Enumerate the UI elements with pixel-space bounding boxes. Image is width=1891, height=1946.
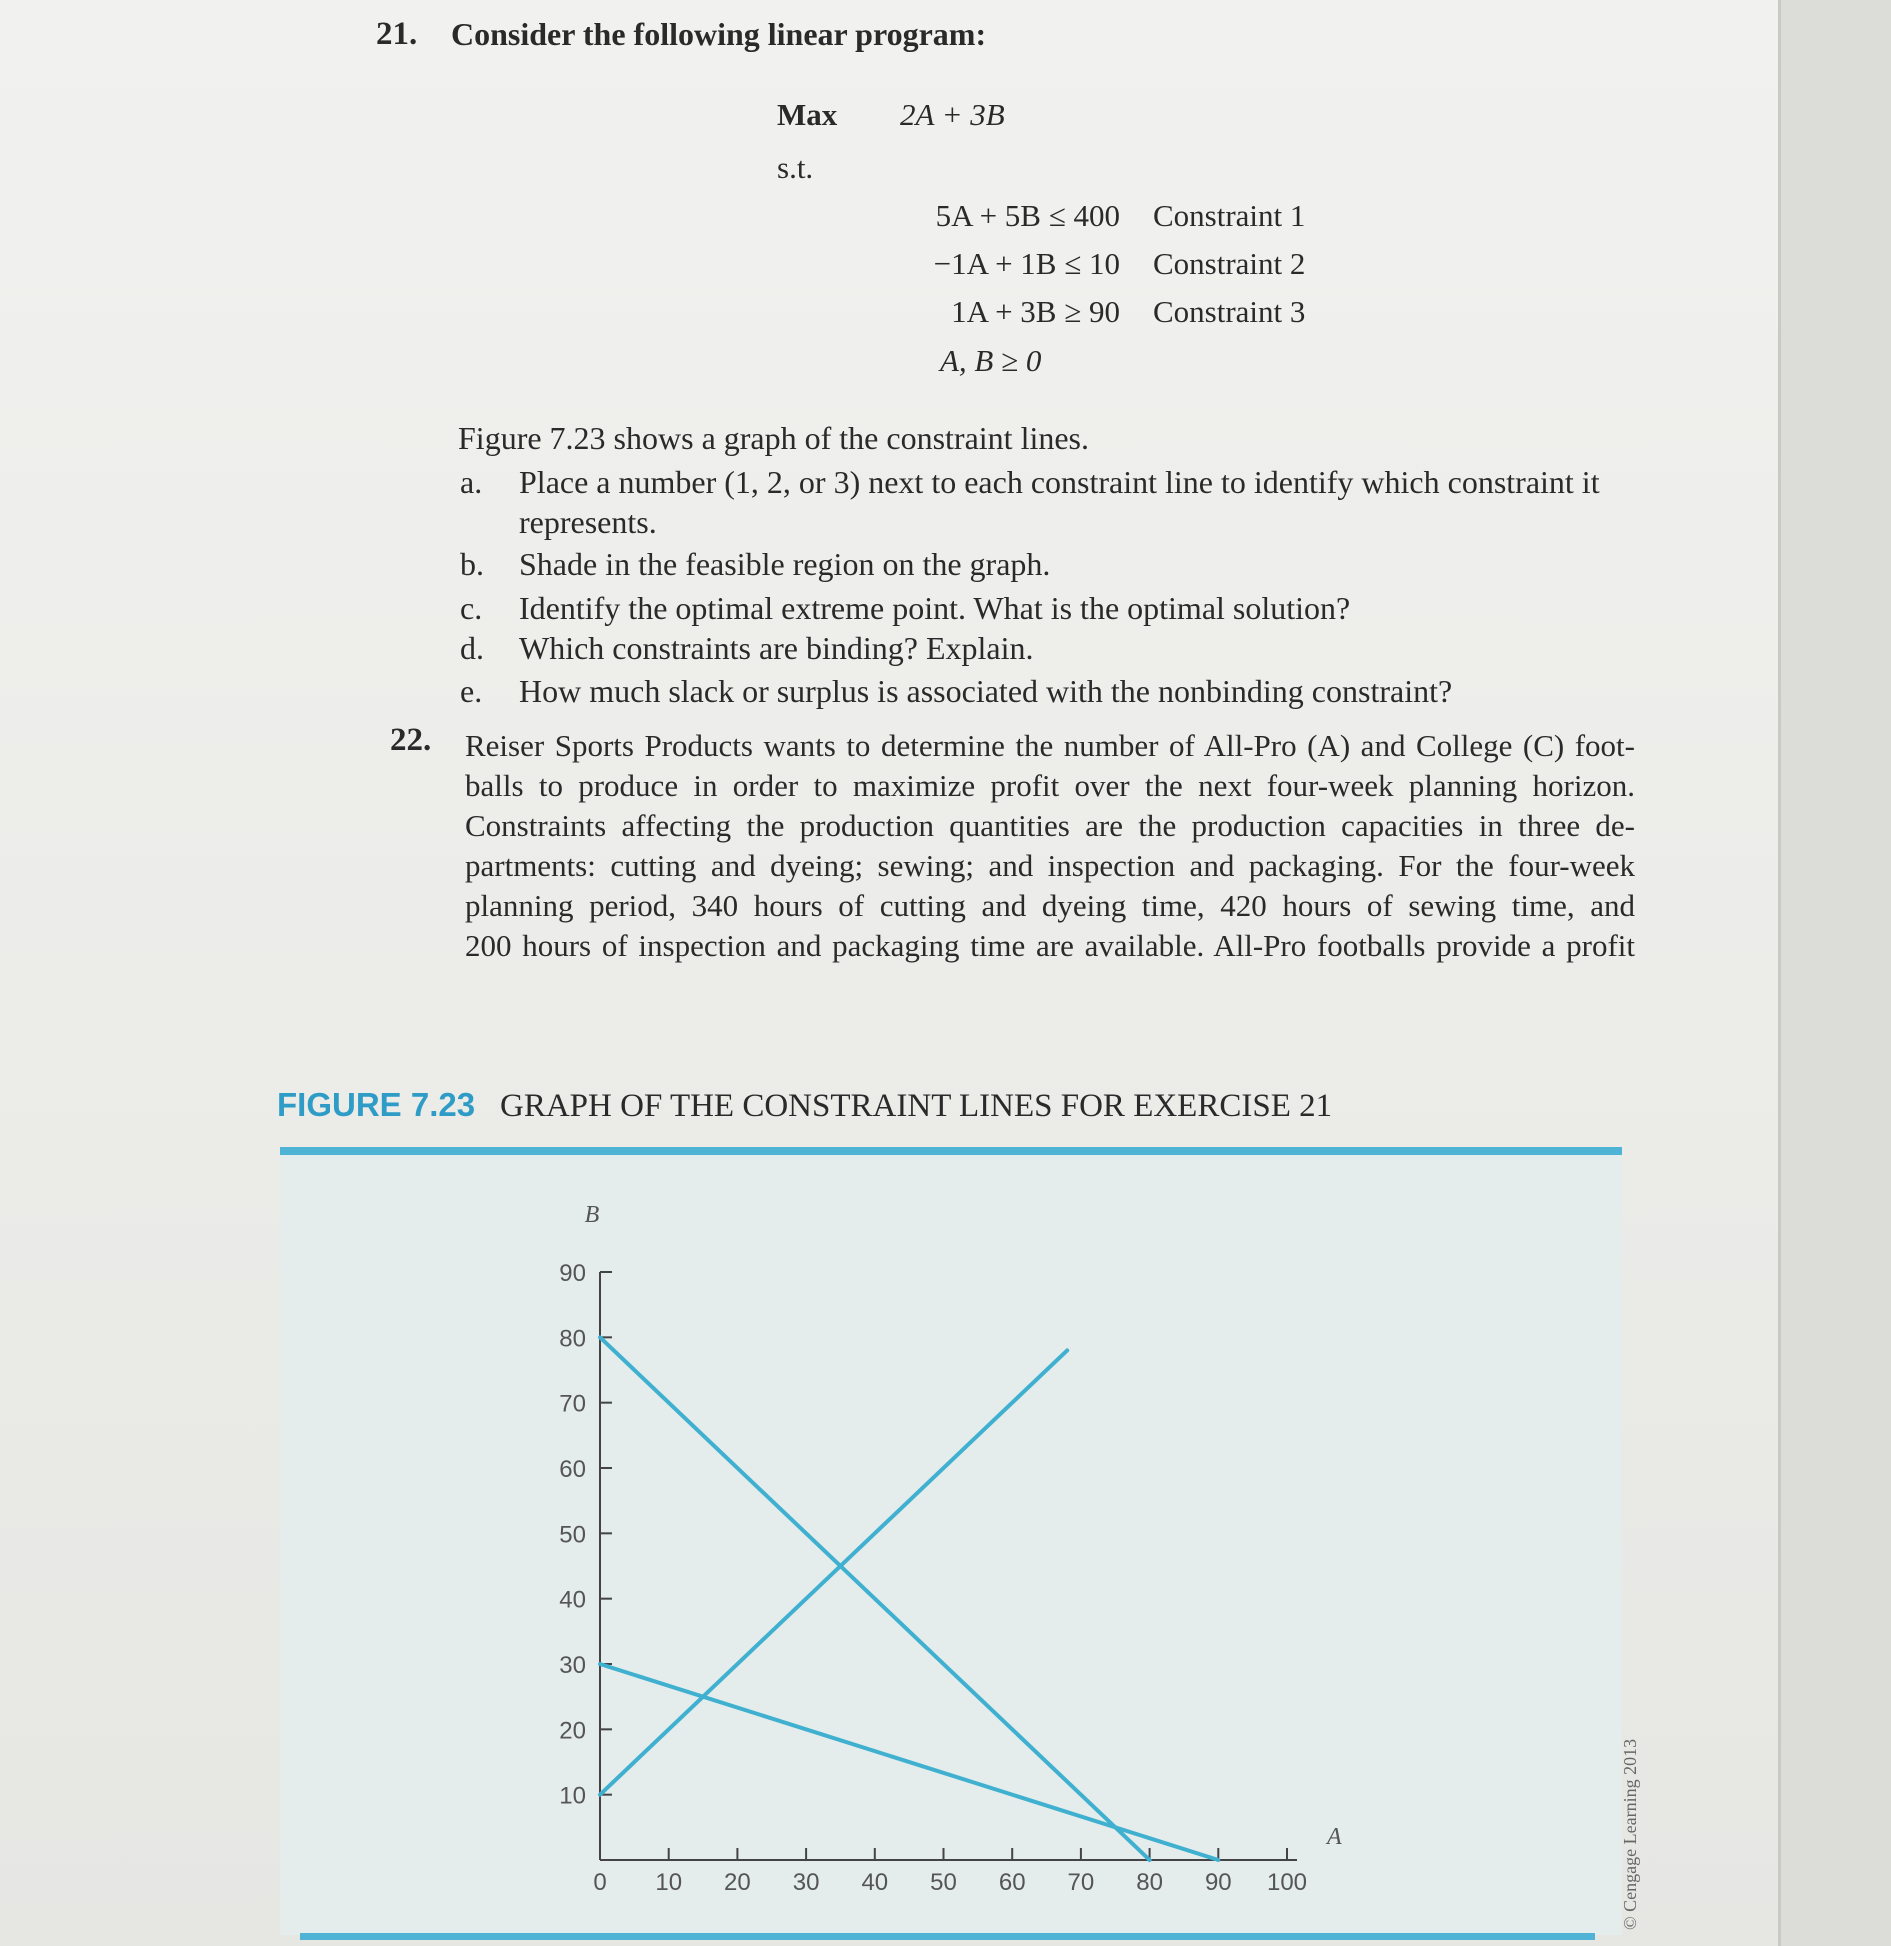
constraint-line-1 xyxy=(600,1337,1150,1860)
part-c-letter: c. xyxy=(460,590,483,626)
chart-labels xyxy=(559,1202,1342,1896)
y-tick-label: 40 xyxy=(559,1586,586,1614)
x-tick-label: 100 xyxy=(1266,1869,1308,1896)
x-tick-label: 80 xyxy=(1136,1869,1163,1896)
x-tick-label: 30 xyxy=(792,1869,820,1896)
objective-expression: 2A + 3B xyxy=(900,97,1005,132)
constraint-3-expression: 1A + 3B ≥ 90 xyxy=(951,294,1120,329)
x-tick-label: 20 xyxy=(724,1869,751,1896)
constraint-line-3 xyxy=(600,1664,1218,1860)
part-e-letter: e. xyxy=(460,673,483,709)
y-tick-label: 60 xyxy=(559,1456,586,1483)
exercise-22-line: balls to produce in order to maximize profit over the next four-week planning horizon. xyxy=(465,768,1635,803)
y-tick-label: 70 xyxy=(559,1390,586,1418)
part-e-text: How much slack or surplus is associated with the nonbinding constraint? xyxy=(519,673,1453,709)
x-tick-label: 40 xyxy=(861,1869,889,1896)
chart-axes xyxy=(600,1272,1297,1860)
part-b-text: Shade in the feasible region on the graph. xyxy=(519,546,1051,582)
part-d-letter: d. xyxy=(460,630,484,666)
constraint-2-expression: −1A + 1B ≤ 10 xyxy=(933,246,1120,281)
constraint-1-expression: 5A + 5B ≤ 400 xyxy=(935,198,1120,233)
part-a-line-2: represents. xyxy=(519,504,657,540)
nonnegativity-constraint: A, B ≥ 0 xyxy=(940,343,1042,378)
figure-reference: Figure 7.23 shows a graph of the constraint lines. xyxy=(458,420,1089,456)
exercise-22-line: partments: cutting and dyeing; sewing; and inspection and packaging. For the four-week xyxy=(465,848,1635,883)
x-tick-label: 0 xyxy=(593,1869,607,1896)
exercise-21-number: 21. xyxy=(376,16,418,52)
y-tick-label: 20 xyxy=(559,1717,586,1745)
copyright-credit: © Cengage Learning 2013 xyxy=(1620,1738,1640,1930)
exercise-22-line: Reiser Sports Products wants to determine the number of All-Pro (A) and College (C) foot- xyxy=(465,728,1635,763)
constraint-3-label: Constraint 3 xyxy=(1153,294,1306,329)
x-tick-label: 10 xyxy=(655,1869,683,1896)
part-a-line-1: Place a number (1, 2, or 3) next to each constraint line to identify which constraint it xyxy=(519,464,1600,500)
part-b-letter: b. xyxy=(460,546,484,582)
part-d-text: Which constraints are binding? Explain. xyxy=(519,630,1034,666)
x-tick-label: 60 xyxy=(998,1869,1026,1896)
exercise-22-line: planning period, 340 hours of cutting and dyeing time, 420 hours of sewing time, and xyxy=(465,888,1635,923)
exercise-22-line: 200 hours of inspection and packaging time are available. All-Pro footballs provide a profit xyxy=(465,928,1635,963)
chart-series xyxy=(600,1337,1218,1860)
figure-number: FIGURE 7.23 xyxy=(277,1086,476,1123)
figure-title: GRAPH OF THE CONSTRAINT LINES FOR EXERCISE 21 xyxy=(500,1088,1333,1124)
y-tick-label: 80 xyxy=(559,1325,586,1353)
part-a-letter: a. xyxy=(460,464,483,500)
constraint-line-2 xyxy=(600,1350,1067,1794)
x-tick-label: 70 xyxy=(1067,1869,1095,1896)
y-tick-label: 10 xyxy=(559,1782,586,1810)
y-tick-label: 90 xyxy=(559,1260,586,1287)
y-axis-label: B xyxy=(584,1202,600,1228)
x-tick-label: 90 xyxy=(1204,1869,1232,1896)
y-tick-label: 30 xyxy=(559,1652,586,1679)
y-tick-label: 50 xyxy=(559,1521,586,1549)
x-axis-label: A xyxy=(1327,1824,1342,1850)
exercise-21-intro: Consider the following linear program: xyxy=(451,16,987,52)
subject-to-label: s.t. xyxy=(777,150,814,185)
exercise-22-line: Constraints affecting the production quantities are the production capacities in three de- xyxy=(465,808,1635,843)
constraint-2-label: Constraint 2 xyxy=(1153,246,1306,281)
objective-label: Max xyxy=(777,97,838,132)
x-tick-label: 50 xyxy=(930,1869,957,1896)
part-c-text: Identify the optimal extreme point. What is the optimal solution? xyxy=(519,590,1351,626)
exercise-22-number: 22. xyxy=(390,722,432,758)
constraint-1-label: Constraint 1 xyxy=(1153,198,1306,233)
